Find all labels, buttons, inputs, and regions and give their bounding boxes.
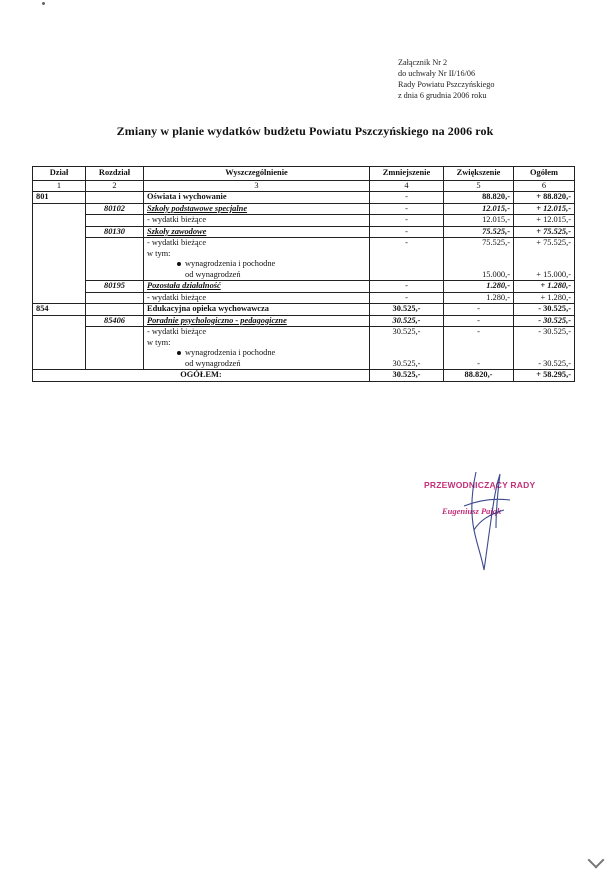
cell-dzial xyxy=(33,215,86,227)
cell-total: - 30.525,- xyxy=(514,304,575,316)
cell-minus: - xyxy=(370,238,444,281)
cell-name: Poradnie psychologiczno - pedagogiczne xyxy=(144,315,370,327)
table-row xyxy=(33,281,575,293)
cell-plus: - xyxy=(444,304,514,316)
cell-dzial: 854 xyxy=(33,304,86,316)
cell-total xyxy=(514,238,575,281)
table-row xyxy=(33,226,575,238)
cell-dzial xyxy=(33,238,86,281)
cell-minus: - xyxy=(370,203,444,215)
cell-name: Edukacyjna opieka wychowawcza xyxy=(144,304,370,316)
total-row xyxy=(33,370,575,382)
cell-plus: - xyxy=(444,315,514,327)
cell-minus: - xyxy=(370,215,444,227)
bullet-icon xyxy=(177,351,181,355)
scan-dot xyxy=(42,2,45,5)
cell-total: + 1.280,- xyxy=(514,281,575,293)
total-minus: 30.525,- xyxy=(370,370,444,382)
stamp-title: PRZEWODNICZĄCY RADY xyxy=(424,480,536,490)
cell-total-line-2: - 30.525,- xyxy=(538,358,571,368)
column-number-row xyxy=(33,180,575,192)
cell-plus: 1.280,- xyxy=(444,281,514,293)
cell-dzial xyxy=(33,203,86,215)
stamp-name: Eugeniusz Pająk xyxy=(442,506,502,516)
header-rozdzial: Rozdział xyxy=(86,167,144,181)
cell-total: + 75.525,- xyxy=(514,226,575,238)
total-label: OGÓŁEM: xyxy=(33,370,370,382)
table-row xyxy=(33,292,575,304)
table-row xyxy=(33,215,575,227)
cell-plus: 12.015,- xyxy=(444,215,514,227)
cell-dzial xyxy=(33,281,86,293)
table-row xyxy=(33,327,575,370)
cell-rozdzial xyxy=(86,327,144,370)
cell-plus-line-2: - xyxy=(477,358,480,368)
cell-total-line: - 30.525,- xyxy=(538,327,571,336)
cell-minus: 30.525,- xyxy=(370,315,444,327)
cell-name: - wydatki bieżące xyxy=(144,292,370,304)
cell-plus xyxy=(444,327,514,370)
table-row xyxy=(33,203,575,215)
header-wyszczegolnienie: Wyszczególnienie xyxy=(144,167,370,181)
cell-total: + 1.280,- xyxy=(514,292,575,304)
cell-dzial: 801 xyxy=(33,192,86,204)
cell-plus-line-2: 15.000,- xyxy=(482,269,510,279)
cell-dzial xyxy=(33,315,86,327)
table-row xyxy=(33,192,575,204)
attachment-note xyxy=(398,57,494,101)
cell-plus-line: 75.525,- xyxy=(482,238,510,247)
cell-name: Oświata i wychowanie xyxy=(144,192,370,204)
cell-name: Szkoły zawodowe xyxy=(144,226,370,238)
cell-dzial xyxy=(33,327,86,370)
cell-plus: 75.525,- xyxy=(444,226,514,238)
cell-rozdzial xyxy=(86,192,144,204)
cell-plus: 1.280,- xyxy=(444,292,514,304)
total-total: + 58.295,- xyxy=(514,370,575,382)
attachment-line-1: Załącznik Nr 2 xyxy=(398,58,448,67)
cell-name-wtym: w tym: xyxy=(147,248,171,258)
header-zwiekszenie: Zwiększenie xyxy=(444,167,514,181)
bullet-icon xyxy=(177,262,181,266)
cell-rozdzial: 80130 xyxy=(86,226,144,238)
attachment-line-2: do uchwały Nr II/16/06 xyxy=(398,69,476,78)
document-title: Zmiany w planie wydatków budżetu Powiatu Pszczyńskiego na 2006 rok xyxy=(116,124,494,138)
cell-minus xyxy=(370,327,444,370)
cell-name: Szkoły podstawowe specjalne xyxy=(144,203,370,215)
cell-name xyxy=(144,238,370,281)
cell-total: - 30.525,- xyxy=(514,315,575,327)
column-number: 6 xyxy=(514,180,575,192)
bullet-text: wynagrodzenia i pochodne xyxy=(185,259,276,268)
total-plus: 88.820,- xyxy=(444,370,514,382)
cell-rozdzial: 80102 xyxy=(86,203,144,215)
cell-rozdzial: 80195 xyxy=(86,281,144,293)
cell-dzial xyxy=(33,226,86,238)
cell-total-line: + 75.525,- xyxy=(536,238,571,247)
header-ogolem: Ogółem xyxy=(514,167,575,181)
cell-minus-line: 30.525,- xyxy=(392,327,421,336)
cell-name-line: - wydatki bieżące xyxy=(147,327,207,336)
cell-name-line: - wydatki bieżące xyxy=(147,238,207,247)
bullet-item xyxy=(147,259,366,270)
bullet-continuation: od wynagrodzeń xyxy=(185,358,241,368)
cell-minus-line-2: 30.525,- xyxy=(392,358,421,368)
column-number: 1 xyxy=(33,180,86,192)
cell-plus-line: - xyxy=(477,327,480,336)
column-number: 4 xyxy=(370,180,444,192)
attachment-line-3: Rady Powiatu Pszczyńskiego xyxy=(398,80,495,89)
header-row xyxy=(33,167,575,181)
cell-rozdzial xyxy=(86,238,144,281)
cell-plus: 88.820,- xyxy=(444,192,514,204)
bullet-item xyxy=(147,348,366,359)
cell-dzial xyxy=(33,292,86,304)
cell-name-wtym: w tym: xyxy=(147,337,171,347)
cell-total-line-2: + 15.000,- xyxy=(536,269,571,279)
attachment-line-4: z dnia 6 grudnia 2006 roku xyxy=(398,91,487,100)
cell-rozdzial xyxy=(86,292,144,304)
signature-graphic xyxy=(424,470,554,580)
cell-total: + 12.015,- xyxy=(514,215,575,227)
cell-rozdzial xyxy=(86,304,144,316)
cell-minus: - xyxy=(370,281,444,293)
cell-name: - wydatki bieżące xyxy=(144,215,370,227)
cell-minus: 30.525,- xyxy=(370,304,444,316)
column-number: 5 xyxy=(444,180,514,192)
bullet-text: wynagrodzenia i pochodne xyxy=(185,348,276,357)
column-number: 3 xyxy=(144,180,370,192)
cell-total: + 12.015,- xyxy=(514,203,575,215)
cell-minus: - xyxy=(370,192,444,204)
bullet-continuation: od wynagrodzeń xyxy=(185,269,241,279)
cell-rozdzial: 85406 xyxy=(86,315,144,327)
cell-rozdzial xyxy=(86,215,144,227)
chairman-stamp xyxy=(424,470,554,580)
cell-total: + 88.820,- xyxy=(514,192,575,204)
cell-name: Pozostała działalność xyxy=(144,281,370,293)
cell-name xyxy=(144,327,370,370)
header-dzial: Dział xyxy=(33,167,86,181)
budget-table xyxy=(32,166,575,382)
header-zmniejszenie: Zmniejszenie xyxy=(370,167,444,181)
cell-plus: 12.015,- xyxy=(444,203,514,215)
cell-plus xyxy=(444,238,514,281)
cell-total xyxy=(514,327,575,370)
table-row xyxy=(33,238,575,281)
table-row xyxy=(33,315,575,327)
column-number: 2 xyxy=(86,180,144,192)
table-row xyxy=(33,304,575,316)
cell-minus: - xyxy=(370,292,444,304)
cell-minus: - xyxy=(370,226,444,238)
